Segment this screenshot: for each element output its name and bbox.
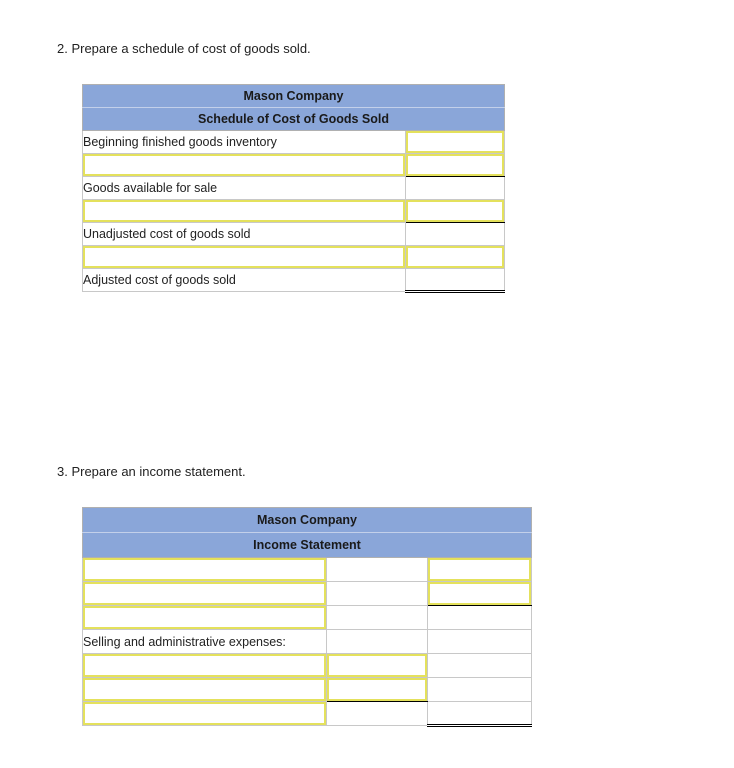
income-statement-title: Income Statement xyxy=(83,533,532,558)
cogs-amount-cell xyxy=(406,269,505,292)
income-sub-cell xyxy=(327,630,428,654)
cogs-amount-cell xyxy=(406,177,505,200)
income-statement-table xyxy=(82,507,532,727)
income-sub-cell xyxy=(327,582,428,606)
cogs-row-label: Adjusted cost of goods sold xyxy=(83,269,406,292)
cogs-amount-input[interactable] xyxy=(406,131,504,153)
income-total-cell xyxy=(428,678,532,702)
question-2-prompt: 2. Prepare a schedule of cost of goods sold. xyxy=(57,41,311,56)
cogs-row-label: Beginning finished goods inventory xyxy=(83,131,406,154)
income-header-company-row xyxy=(83,508,532,533)
table-row xyxy=(83,131,505,154)
table-row xyxy=(83,558,532,582)
income-label-input[interactable] xyxy=(83,678,326,701)
income-sub-cell xyxy=(327,702,428,726)
cogs-amount-input[interactable] xyxy=(406,154,504,176)
cogs-schedule-table xyxy=(82,84,505,293)
table-row xyxy=(83,678,532,702)
income-total-cell xyxy=(428,606,532,630)
cogs-amount-cell xyxy=(406,223,505,246)
cogs-label-input[interactable] xyxy=(83,154,405,176)
income-sub-cell xyxy=(327,558,428,582)
question-3-prompt: 3. Prepare an income statement. xyxy=(57,464,246,479)
income-total-cell xyxy=(428,702,532,726)
income-company-name: Mason Company xyxy=(83,508,532,533)
income-label-input[interactable] xyxy=(83,702,326,725)
income-sub-cell xyxy=(327,606,428,630)
table-row xyxy=(83,702,532,726)
income-label-input[interactable] xyxy=(83,606,326,629)
table-row xyxy=(83,606,532,630)
income-label-input[interactable] xyxy=(83,654,326,677)
table-row xyxy=(83,654,532,678)
cogs-header-company-row xyxy=(83,85,505,108)
income-label-input[interactable] xyxy=(83,558,326,581)
table-row xyxy=(83,582,532,606)
table-row xyxy=(83,154,505,177)
cogs-row-label: Goods available for sale xyxy=(83,177,406,200)
cogs-company-name: Mason Company xyxy=(83,85,505,108)
income-total-cell xyxy=(428,654,532,678)
income-total-input[interactable] xyxy=(428,558,531,581)
table-row xyxy=(83,177,505,200)
table-row xyxy=(83,246,505,269)
income-total-cell xyxy=(428,630,532,654)
cogs-label-input[interactable] xyxy=(83,200,405,222)
income-total-input[interactable] xyxy=(428,582,531,605)
table-row xyxy=(83,200,505,223)
cogs-amount-input[interactable] xyxy=(406,200,504,222)
cogs-header-title-row xyxy=(83,108,505,131)
cogs-row-label: Unadjusted cost of goods sold xyxy=(83,223,406,246)
income-row-label: Selling and administrative expenses: xyxy=(83,630,327,654)
table-row xyxy=(83,223,505,246)
income-header-title-row xyxy=(83,533,532,558)
income-label-input[interactable] xyxy=(83,582,326,605)
income-sub-input[interactable] xyxy=(327,678,427,701)
table-row xyxy=(83,269,505,292)
cogs-schedule-title: Schedule of Cost of Goods Sold xyxy=(83,108,505,131)
table-row xyxy=(83,630,532,654)
cogs-label-input[interactable] xyxy=(83,246,405,268)
cogs-amount-input[interactable] xyxy=(406,246,504,268)
income-sub-input[interactable] xyxy=(327,654,427,677)
